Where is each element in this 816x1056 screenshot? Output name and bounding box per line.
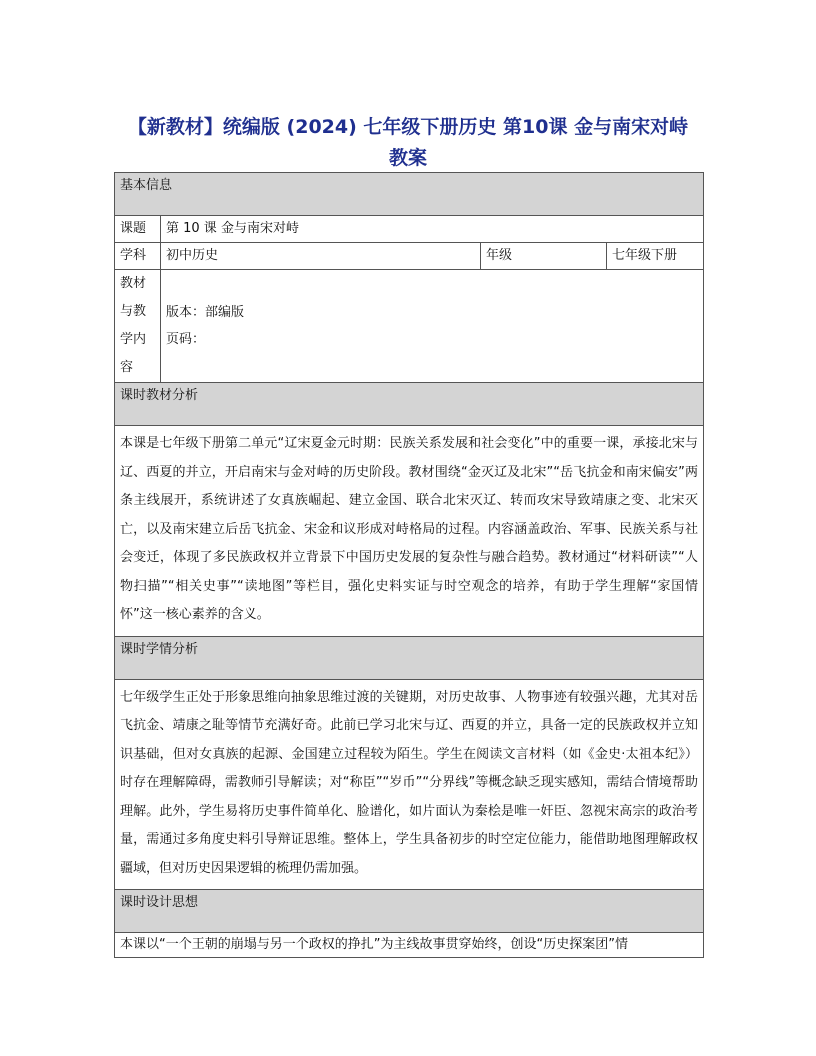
lesson-value: 第 10 课 金与南宋对峙: [161, 216, 704, 243]
textbook-label: 教材与教学内容: [115, 270, 161, 383]
analysis-header: 课时教材分析: [115, 383, 704, 426]
lesson-plan-table: [114, 172, 704, 958]
analysis-text: 本课是七年级下册第二单元“辽宋夏金元时期：民族关系发展和社会变化”中的重要一课，承接北宋与辽、西夏的并立，开启南宋与金对峙的历史阶段。教材围绕“金灭辽及北宋”“岳飞抗金和南宋偏安”两条主线展开，系统讲述了女真族崛起、建立金国、联合北宋灭辽、转而攻宋导致靖康之变、北宋灭亡，以及南宋建立后岳飞抗金、宋金和议形成对峙格局的过程。内容涵盖政治、军事、民族关系与社会变迁，体现了多民族政权并立背景下中国历史发展的复杂性与融合趋势。教材通过“材料研读”“人物扫描”“相关史事”“读地图”等栏目，强化史料实证与时空观念的培养，有助于学生理解“家国情怀”这一核心素养的含义。: [115, 426, 704, 637]
textbook-content: [161, 270, 704, 383]
edition-text: 版本：部编版: [166, 305, 245, 320]
document-title: [100, 112, 716, 174]
design-header: 课时设计思想: [115, 890, 704, 933]
subject-value: 初中历史: [161, 243, 481, 270]
title-line-2: 教案: [388, 147, 427, 169]
student-analysis-header: 课时学情分析: [115, 636, 704, 679]
design-text-cell: [115, 933, 704, 958]
basic-info-header: 基本信息: [115, 173, 704, 216]
title-line-1: 【新教材】统编版 (2024) 七年级下册历史 第10课 金与南宋对峙: [127, 116, 689, 138]
grade-value: 七年级下册: [607, 243, 704, 270]
grade-label: 年级: [481, 243, 607, 270]
pages-text: 页码：: [166, 332, 206, 347]
lesson-label: 课题: [115, 216, 161, 243]
student-analysis-text: 七年级学生正处于形象思维向抽象思维过渡的关键期，对历史故事、人物事迹有较强兴趣，尤其对岳飞抗金、靖康之耻等情节充满好奇。此前已学习北宋与辽、西夏的并立，具备一定的民族政权并立知识基础，但对女真族的起源、金国建立过程较为陌生。学生在阅读文言材料（如《金史·太祖本纪》）时存在理解障碍，需教师引导解读；对“称臣”“岁币”“分界线”等概念缺乏现实感知，需结合情境帮助理解。此外，学生易将历史事件简单化、脸谱化，如片面认为秦桧是唯一奸臣、忽视宋高宗的政治考量，需通过多角度史料引导辩证思维。整体上，学生具备初步的时空定位能力，能借助地图理解政权疆域，但对历史因果逻辑的梳理仍需加强。: [115, 679, 704, 890]
design-text: 本课以“一个王朝的崩塌与另一个政权的挣扎”为主线故事贯穿始终，创设“历史探案团”情: [120, 937, 628, 952]
subject-label: 学科: [115, 243, 161, 270]
